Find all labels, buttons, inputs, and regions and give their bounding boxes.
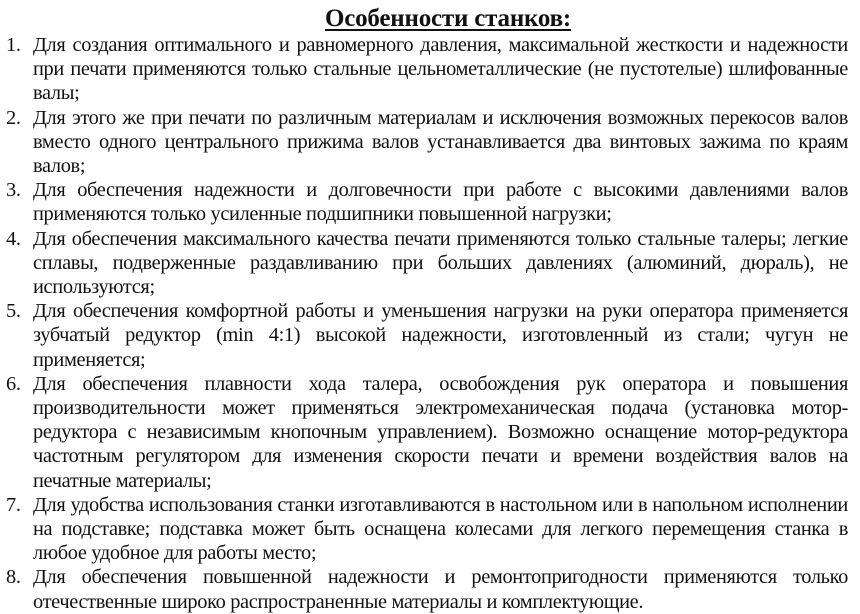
item-number: 7. xyxy=(6,493,21,516)
item-text: Для удобства использования станки изготавливаются в настольном или в напольном исполнении на подставке; подставка может быть оснащена колесами для легкого перемещения станка в любое удобное для работы место; xyxy=(33,493,848,565)
list-item xyxy=(0,227,848,300)
page-title: Особенности станков: xyxy=(324,5,571,32)
item-text: Для обеспечения повышенной надежности и ремонтопригодности применяются только отечественные широко распространенные материалы и комплектующие. xyxy=(33,566,848,613)
item-number: 1. xyxy=(6,34,21,56)
item-text: Для этого же при печати по различным материалам и исключения возможных перекосов валов вместо одного центрального прижима валов устанавливается два винтовых зажима по краям валов; xyxy=(33,106,848,178)
list-item xyxy=(0,33,848,106)
item-text: Для создания оптимального и равномерного давления, максимальной жесткости и надежности при печати применяются только стальные цельнометаллические (не пустотелые) шлифованные валы; xyxy=(33,34,848,105)
item-text: Для обеспечения плавности хода талера, освобождения рук оператора и повышения производительности может применяться электромеханическая подача (установка мотор-редуктора с независимым кнопочным управлением). Возможно оснащение мотор-редуктора частотным регулятором для изменения скорости печати и времени воздействия валов на печатные материалы; xyxy=(33,372,848,492)
list-item xyxy=(0,372,848,493)
features-list xyxy=(0,33,848,614)
list-item xyxy=(0,106,848,179)
list-item xyxy=(0,493,848,566)
item-number: 6. xyxy=(6,372,21,395)
item-text: Для обеспечения комфортной работы и уменьшения нагрузки на руки оператора применяется зубчатый редуктор (min 4:1) высокой надежности, изготовленный из стали; чугун не применяется; xyxy=(33,300,848,371)
item-number: 3. xyxy=(6,179,21,202)
item-text: Для обеспечения надежности и долговечности при работе с высокими давлениями валов применяются только усиленные подшипники повышенной нагрузки; xyxy=(33,179,848,226)
list-item xyxy=(0,299,848,372)
item-text: Для обеспечения максимального качества печати применяются только стальные талеры; легкие сплавы, подверженные раздавливанию при больших давлениях (алюминий, дюраль), не используются; xyxy=(33,227,848,299)
item-number: 5. xyxy=(6,300,21,323)
item-number: 2. xyxy=(6,106,21,129)
item-number: 4. xyxy=(6,227,21,250)
list-item xyxy=(0,178,848,226)
list-item xyxy=(0,565,848,613)
item-number: 8. xyxy=(6,566,21,589)
